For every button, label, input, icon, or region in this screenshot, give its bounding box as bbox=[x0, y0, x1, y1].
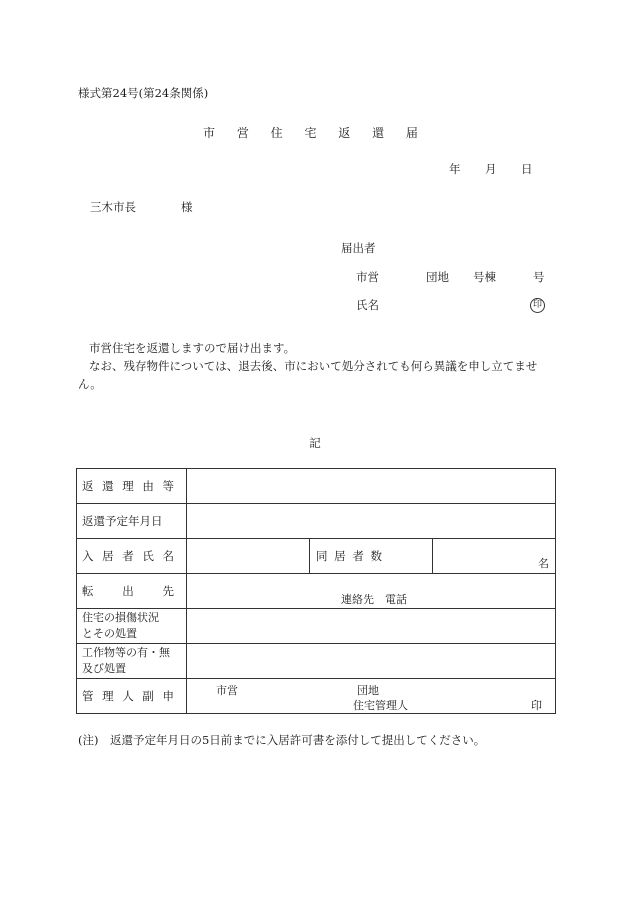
field-manager[interactable] bbox=[187, 679, 556, 714]
applicant-danchi-label: 団地 bbox=[426, 270, 449, 284]
row-manager bbox=[77, 679, 556, 714]
applicant-name-label: 氏名 bbox=[356, 298, 379, 312]
row-scheduled-date bbox=[77, 504, 556, 539]
field-works[interactable] bbox=[187, 644, 556, 679]
addressee-honorific: 様 bbox=[181, 200, 193, 214]
applicant-seal-mark bbox=[530, 296, 545, 313]
manager-danchi-label: 団地 bbox=[357, 684, 379, 697]
label-manager-sign: 管 理 人 副 申 bbox=[77, 679, 187, 714]
row-reason bbox=[77, 469, 556, 504]
row-works bbox=[77, 644, 556, 679]
return-details-table bbox=[76, 468, 556, 714]
footnote: (注) 返還予定年月日の5日前までに入居許可書を添付して提出してください。 bbox=[78, 733, 486, 747]
applicant-go-label: 号 bbox=[533, 270, 545, 284]
document-title: 市 営 住 宅 返 還 届 bbox=[203, 126, 427, 140]
label-damage: 住宅の損傷状況 とその処置 bbox=[77, 609, 187, 644]
field-reason[interactable] bbox=[187, 469, 556, 504]
label-scheduled-date: 返還予定年月日 bbox=[77, 504, 187, 539]
ki-heading: 記 bbox=[309, 436, 321, 450]
people-unit: 名 bbox=[538, 557, 549, 570]
label-reason: 返 還 理 由 等 bbox=[77, 469, 187, 504]
row-move-to bbox=[77, 574, 556, 609]
housing-manager-label: 住宅管理人 bbox=[353, 699, 408, 712]
field-resident-name[interactable] bbox=[187, 539, 310, 574]
seal-icon: 印 bbox=[530, 298, 545, 313]
field-scheduled-date[interactable] bbox=[187, 504, 556, 539]
date-year-label: 年 bbox=[449, 162, 461, 176]
date-month-label: 月 bbox=[485, 162, 497, 176]
body-line-2: なお、残存物件については、退去後、市において処分されても何ら異議を申し立てません。 bbox=[78, 359, 538, 391]
applicant-goto-label: 号棟 bbox=[473, 270, 496, 284]
applicant-heading: 届出者 bbox=[341, 241, 376, 255]
form-number: 様式第24号(第24条関係) bbox=[78, 86, 209, 100]
field-damage[interactable] bbox=[187, 609, 556, 644]
manager-shiei-label: 市営 bbox=[216, 684, 238, 697]
label-cohabitants: 同 居 者 数 bbox=[310, 539, 433, 574]
applicant-shiei-label: 市営 bbox=[356, 270, 379, 284]
field-cohabitants[interactable] bbox=[433, 539, 556, 574]
contact-phone-label: 連絡先 電話 bbox=[341, 593, 407, 606]
body-line-1: 市営住宅を返還しますので届け出ます。 bbox=[89, 341, 296, 355]
manager-seal-label: 印 bbox=[531, 699, 542, 712]
label-move-to: 転 出 先 bbox=[77, 574, 187, 609]
date-day-label: 日 bbox=[521, 162, 533, 176]
body-text bbox=[78, 339, 560, 393]
addressee-name: 三木市長 bbox=[90, 200, 136, 214]
field-move-to[interactable] bbox=[187, 574, 556, 609]
label-resident-name: 入 居 者 氏 名 bbox=[77, 539, 187, 574]
row-resident bbox=[77, 539, 556, 574]
label-works: 工作物等の有・無 及び処置 bbox=[77, 644, 187, 679]
row-damage bbox=[77, 609, 556, 644]
